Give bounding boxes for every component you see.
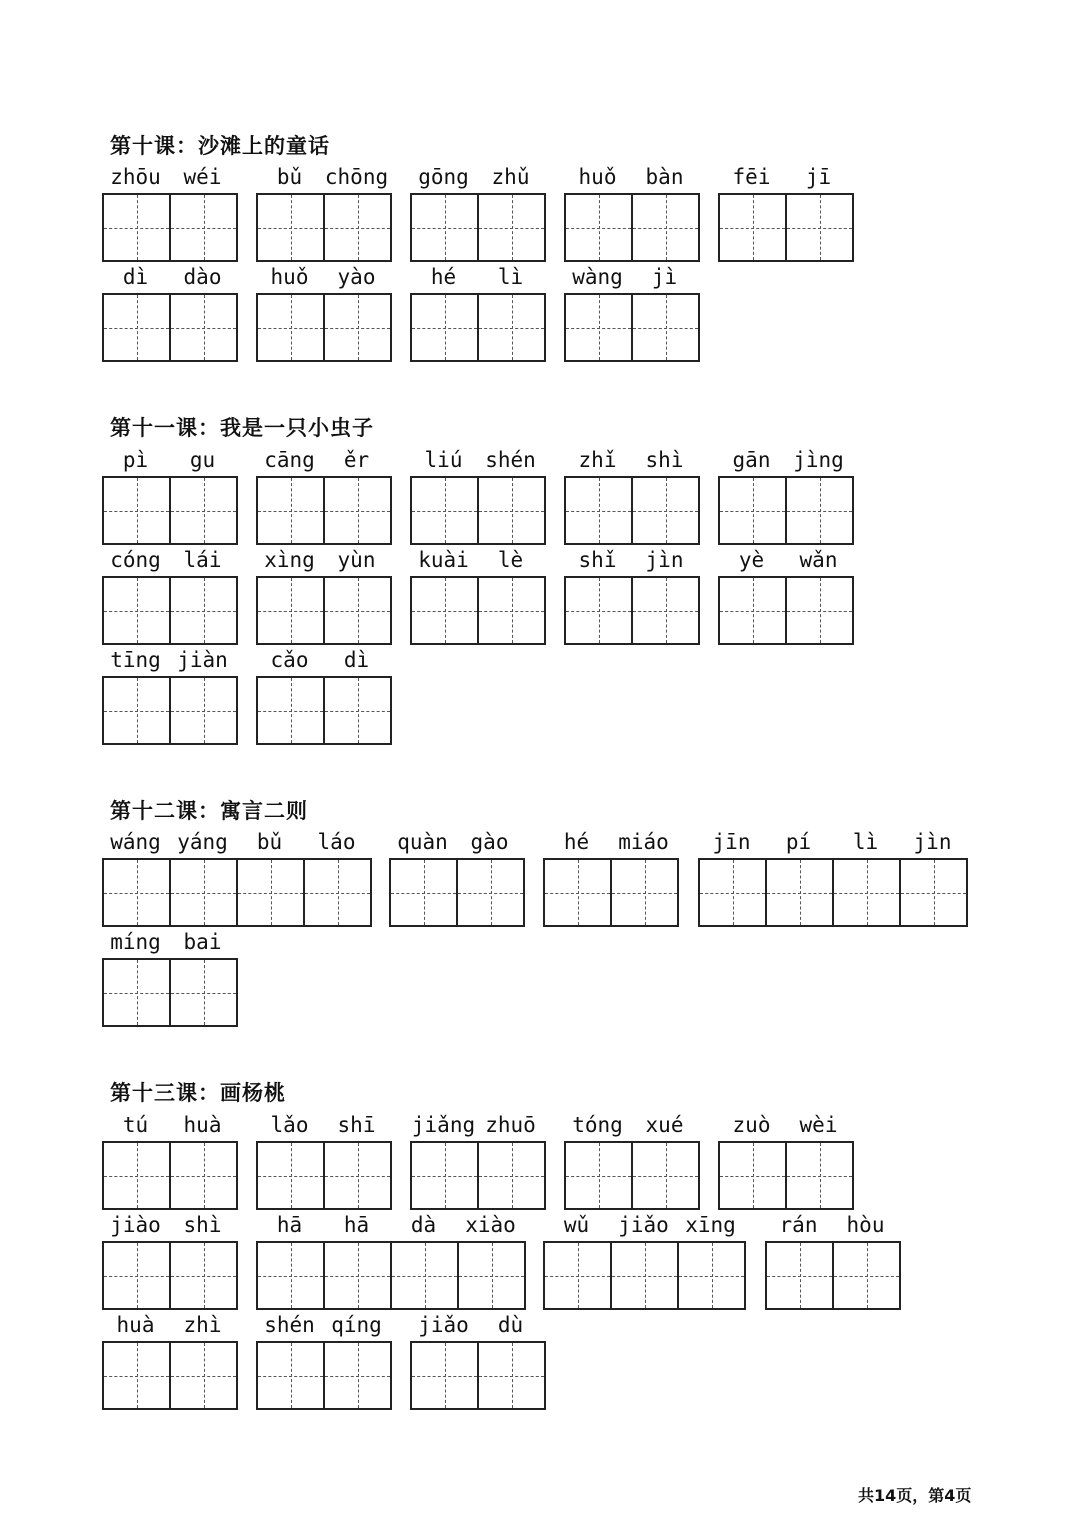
pinyin-row	[389, 827, 525, 857]
writing-cell[interactable]	[477, 295, 544, 360]
pinyin-syllable: gōng	[418, 165, 469, 189]
writing-cell[interactable]	[390, 1243, 457, 1308]
writing-cell[interactable]	[765, 860, 832, 925]
writing-cell[interactable]	[720, 1143, 785, 1208]
pinyin-row	[256, 262, 392, 292]
writing-cell[interactable]	[631, 578, 698, 643]
word-entry	[102, 927, 238, 1025]
writing-cell[interactable]	[477, 1343, 544, 1408]
word-entry	[256, 262, 392, 360]
writing-cell[interactable]	[104, 860, 169, 925]
writing-cell[interactable]	[899, 860, 966, 925]
pinyin-syllable: shǐ	[578, 548, 617, 572]
writing-cell[interactable]	[323, 1143, 390, 1208]
word-entry	[256, 545, 392, 643]
pinyin-row	[102, 927, 238, 957]
pinyin-syllable: zhì	[183, 1313, 222, 1337]
word-entry	[543, 1210, 746, 1308]
pinyin-syllable: dì	[343, 648, 370, 672]
pinyin-syllable: huà	[183, 1113, 222, 1137]
pinyin-syllable: kuài	[418, 548, 469, 572]
pinyin-syllable: lǎo	[270, 1113, 309, 1137]
word-entry	[543, 827, 679, 925]
writing-cell[interactable]	[258, 678, 323, 743]
pinyin-syllable: zuò	[732, 1113, 771, 1137]
tianzige-row	[102, 958, 238, 1027]
pinyin-syllable: tóng	[572, 1113, 623, 1137]
word-entry	[256, 645, 392, 743]
pinyin-syllable: rán	[779, 1213, 818, 1237]
pinyin-syllable: huǒ	[270, 265, 309, 289]
pinyin-syllable: cāng	[264, 448, 315, 472]
pinyin-syllable: shì	[183, 1213, 222, 1237]
pinyin-row	[718, 162, 854, 192]
writing-cell[interactable]	[566, 1143, 631, 1208]
writing-cell[interactable]	[104, 1343, 169, 1408]
word-entry	[410, 445, 546, 543]
word-entry	[765, 1210, 901, 1308]
tianzige-row	[410, 576, 546, 645]
writing-cell[interactable]	[566, 478, 631, 543]
writing-cell[interactable]	[412, 578, 477, 643]
writing-cell[interactable]	[610, 860, 677, 925]
pinyin-row	[564, 545, 700, 575]
writing-cell[interactable]	[477, 1143, 544, 1208]
pinyin-syllable: hé	[563, 830, 590, 854]
word-entry	[102, 645, 238, 743]
writing-cell[interactable]	[169, 1343, 236, 1408]
tianzige-row	[256, 1241, 526, 1310]
pinyin-syllable: pí	[785, 830, 812, 854]
tianzige-row	[256, 476, 392, 545]
writing-cell[interactable]	[720, 478, 785, 543]
writing-cell[interactable]	[104, 678, 169, 743]
pinyin-row	[256, 645, 392, 675]
tianzige-row	[564, 476, 700, 545]
pinyin-row	[256, 1110, 392, 1140]
writing-cell[interactable]	[258, 1243, 323, 1308]
pinyin-syllable: xué	[645, 1113, 684, 1137]
pinyin-row	[102, 545, 238, 575]
tianzige-row	[718, 193, 854, 262]
writing-cell[interactable]	[169, 478, 236, 543]
pinyin-syllable: yè	[738, 548, 765, 572]
page-number: 共14页，第4页	[858, 1486, 972, 1505]
pinyin-syllable: shī	[337, 1113, 376, 1137]
tianzige-row	[102, 476, 238, 545]
pinyin-syllable: míng	[110, 930, 161, 954]
pinyin-syllable: zhuō	[485, 1113, 536, 1137]
writing-cell[interactable]	[631, 295, 698, 360]
pinyin-syllable: wàng	[572, 265, 623, 289]
word-entry	[410, 1110, 546, 1208]
word-entry	[102, 545, 238, 643]
word-entry	[256, 445, 392, 543]
pinyin-syllable: bǔ	[276, 165, 303, 189]
tianzige-row	[410, 293, 546, 362]
word-entry	[410, 1310, 546, 1408]
lesson-12-title: 第十二课：寓言二则	[110, 799, 308, 823]
pinyin-syllable: xīng	[685, 1213, 736, 1237]
tianzige-row	[256, 193, 392, 262]
pinyin-row	[410, 262, 546, 292]
pinyin-syllable: pì	[122, 448, 149, 472]
pinyin-syllable: hé	[430, 265, 457, 289]
writing-cell[interactable]	[457, 1243, 524, 1308]
tianzige-row	[564, 1141, 700, 1210]
pinyin-syllable: yùn	[337, 548, 376, 572]
writing-cell[interactable]	[545, 1243, 610, 1308]
writing-cell[interactable]	[566, 295, 631, 360]
pinyin-syllable: wèi	[799, 1113, 838, 1137]
word-entry	[102, 827, 372, 925]
tianzige-row	[718, 1141, 854, 1210]
writing-cell[interactable]	[169, 195, 236, 260]
tianzige-row	[718, 576, 854, 645]
tianzige-row	[410, 193, 546, 262]
word-entry	[718, 162, 854, 260]
word-entry	[102, 1110, 238, 1208]
pinyin-row	[410, 1110, 546, 1140]
pinyin-syllable: dì	[122, 265, 149, 289]
pinyin-syllable: xìng	[264, 548, 315, 572]
pinyin-row	[256, 445, 392, 475]
writing-cell[interactable]	[104, 1243, 169, 1308]
pinyin-syllable: jiǎo	[418, 1313, 469, 1337]
writing-cell[interactable]	[323, 1343, 390, 1408]
pinyin-row	[410, 162, 546, 192]
writing-cell[interactable]	[631, 195, 698, 260]
pinyin-syllable: jì	[651, 265, 678, 289]
writing-cell[interactable]	[477, 578, 544, 643]
pinyin-syllable: quàn	[397, 830, 448, 854]
word-entry	[718, 1110, 854, 1208]
pinyin-syllable: gu	[189, 448, 216, 472]
writing-cell[interactable]	[566, 578, 631, 643]
tianzige-row	[102, 858, 372, 927]
writing-cell[interactable]	[391, 860, 456, 925]
pinyin-syllable: cóng	[110, 548, 161, 572]
word-entry	[564, 545, 700, 643]
pinyin-row	[564, 162, 700, 192]
pinyin-syllable: dà	[410, 1213, 437, 1237]
writing-cell[interactable]	[169, 860, 236, 925]
writing-cell[interactable]	[677, 1243, 744, 1308]
pinyin-syllable: jiàn	[177, 648, 228, 672]
tianzige-row	[389, 858, 525, 927]
word-entry	[564, 262, 700, 360]
writing-cell[interactable]	[169, 1243, 236, 1308]
pinyin-syllable: wáng	[110, 830, 161, 854]
pinyin-syllable: wǎn	[799, 548, 838, 572]
pinyin-syllable: zhōu	[110, 165, 161, 189]
pinyin-syllable: hā	[276, 1213, 303, 1237]
writing-cell[interactable]	[258, 478, 323, 543]
writing-cell[interactable]	[412, 1343, 477, 1408]
writing-cell[interactable]	[477, 195, 544, 260]
writing-cell[interactable]	[832, 860, 899, 925]
word-entry	[102, 1310, 238, 1408]
writing-cell[interactable]	[412, 295, 477, 360]
pinyin-row	[543, 827, 679, 857]
pinyin-syllable: tú	[122, 1113, 149, 1137]
pinyin-syllable: dào	[183, 265, 222, 289]
tianzige-row	[256, 1341, 392, 1410]
pinyin-row	[698, 827, 968, 857]
tianzige-row	[564, 193, 700, 262]
tianzige-row	[410, 1341, 546, 1410]
writing-cell[interactable]	[169, 295, 236, 360]
pinyin-syllable: yào	[337, 265, 376, 289]
pinyin-syllable: yáng	[177, 830, 228, 854]
pinyin-row	[564, 262, 700, 292]
pinyin-row	[102, 445, 238, 475]
pinyin-row	[564, 445, 700, 475]
pinyin-syllable: shén	[485, 448, 536, 472]
writing-cell[interactable]	[258, 195, 323, 260]
pinyin-syllable: zhǔ	[491, 165, 530, 189]
pinyin-row	[256, 1210, 526, 1240]
pinyin-row	[543, 1210, 746, 1240]
word-entry	[256, 162, 392, 260]
writing-cell[interactable]	[412, 1143, 477, 1208]
writing-cell[interactable]	[169, 578, 236, 643]
writing-cell[interactable]	[303, 860, 370, 925]
pinyin-row	[102, 645, 238, 675]
tianzige-row	[698, 858, 968, 927]
pinyin-row	[410, 545, 546, 575]
pinyin-syllable: lái	[183, 548, 222, 572]
lesson-11-title: 第十一课：我是一只小虫子	[110, 416, 374, 440]
tianzige-row	[256, 293, 392, 362]
writing-cell[interactable]	[477, 478, 544, 543]
pinyin-row	[564, 1110, 700, 1140]
tianzige-row	[102, 576, 238, 645]
pinyin-syllable: hòu	[846, 1213, 885, 1237]
pinyin-row	[410, 1310, 546, 1340]
pinyin-syllable: xiào	[465, 1213, 516, 1237]
writing-cell[interactable]	[323, 678, 390, 743]
pinyin-syllable: bǔ	[256, 830, 283, 854]
pinyin-syllable: jìn	[913, 830, 952, 854]
writing-cell[interactable]	[258, 295, 323, 360]
tianzige-row	[256, 576, 392, 645]
pinyin-syllable: fēi	[732, 165, 771, 189]
writing-cell[interactable]	[104, 195, 169, 260]
pinyin-syllable: jiǎng	[411, 1113, 476, 1137]
pinyin-row	[718, 545, 854, 575]
pinyin-syllable: shì	[645, 448, 684, 472]
writing-cell[interactable]	[169, 960, 236, 1025]
writing-cell[interactable]	[104, 1143, 169, 1208]
word-entry	[564, 1110, 700, 1208]
pinyin-row	[718, 445, 854, 475]
pinyin-syllable: lè	[497, 548, 524, 572]
pinyin-row	[256, 1310, 392, 1340]
pinyin-row	[102, 262, 238, 292]
tianzige-row	[410, 1141, 546, 1210]
writing-cell[interactable]	[323, 295, 390, 360]
pinyin-syllable: shén	[264, 1313, 315, 1337]
pinyin-row	[102, 1210, 238, 1240]
pinyin-row	[102, 1310, 238, 1340]
writing-cell[interactable]	[785, 195, 852, 260]
writing-cell[interactable]	[767, 1243, 832, 1308]
tianzige-row	[102, 1141, 238, 1210]
pinyin-syllable: miáo	[618, 830, 669, 854]
lesson-13-title: 第十三课：画杨桃	[110, 1081, 286, 1105]
writing-cell[interactable]	[323, 1243, 390, 1308]
tianzige-row	[543, 1241, 746, 1310]
writing-cell[interactable]	[631, 478, 698, 543]
pinyin-row	[410, 445, 546, 475]
writing-cell[interactable]	[104, 960, 169, 1025]
pinyin-syllable: cǎo	[270, 648, 309, 672]
word-entry	[256, 1210, 526, 1308]
pinyin-syllable: tīng	[110, 648, 161, 672]
writing-cell[interactable]	[832, 1243, 899, 1308]
writing-cell[interactable]	[323, 578, 390, 643]
word-entry	[102, 445, 238, 543]
writing-cell[interactable]	[104, 578, 169, 643]
writing-cell[interactable]	[258, 578, 323, 643]
pinyin-row	[256, 545, 392, 575]
writing-cell[interactable]	[236, 860, 303, 925]
writing-cell[interactable]	[720, 195, 785, 260]
pinyin-row	[256, 162, 392, 192]
word-entry	[102, 1210, 238, 1308]
tianzige-row	[564, 293, 700, 362]
writing-cell[interactable]	[700, 860, 765, 925]
pinyin-row	[765, 1210, 901, 1240]
pinyin-syllable: jiào	[110, 1213, 161, 1237]
word-entry	[389, 827, 525, 925]
tianzige-row	[718, 476, 854, 545]
writing-cell[interactable]	[323, 478, 390, 543]
pinyin-row	[102, 162, 238, 192]
tianzige-row	[543, 858, 679, 927]
pinyin-syllable: qíng	[331, 1313, 382, 1337]
writing-cell[interactable]	[785, 1143, 852, 1208]
writing-cell[interactable]	[104, 478, 169, 543]
writing-cell[interactable]	[169, 1143, 236, 1208]
pinyin-syllable: dù	[497, 1313, 524, 1337]
writing-cell[interactable]	[258, 1143, 323, 1208]
pinyin-syllable: chōng	[324, 165, 389, 189]
tianzige-row	[256, 676, 392, 745]
writing-cell[interactable]	[545, 860, 610, 925]
pinyin-syllable: huǒ	[578, 165, 617, 189]
pinyin-syllable: ěr	[343, 448, 370, 472]
word-entry	[410, 545, 546, 643]
word-entry	[410, 162, 546, 260]
writing-cell[interactable]	[412, 478, 477, 543]
tianzige-row	[102, 676, 238, 745]
writing-cell[interactable]	[323, 195, 390, 260]
writing-cell[interactable]	[412, 195, 477, 260]
tianzige-row	[256, 1141, 392, 1210]
pinyin-syllable: jīn	[712, 830, 751, 854]
word-entry	[564, 162, 700, 260]
pinyin-syllable: jìn	[645, 548, 684, 572]
pinyin-syllable: liú	[424, 448, 463, 472]
pinyin-syllable: jiǎo	[618, 1213, 669, 1237]
word-entry	[102, 262, 238, 360]
writing-cell[interactable]	[169, 678, 236, 743]
pinyin-syllable: wǔ	[563, 1213, 590, 1237]
pinyin-syllable: huà	[116, 1313, 155, 1337]
pinyin-syllable: láo	[317, 830, 356, 854]
tianzige-row	[410, 476, 546, 545]
writing-cell[interactable]	[785, 578, 852, 643]
word-entry	[718, 545, 854, 643]
pinyin-syllable: bai	[183, 930, 222, 954]
pinyin-syllable: jìng	[793, 448, 844, 472]
pinyin-syllable: hā	[343, 1213, 370, 1237]
tianzige-row	[102, 293, 238, 362]
word-entry	[256, 1310, 392, 1408]
word-entry	[256, 1110, 392, 1208]
pinyin-syllable: bàn	[645, 165, 684, 189]
writing-cell[interactable]	[456, 860, 523, 925]
tianzige-row	[102, 1241, 238, 1310]
writing-cell[interactable]	[566, 195, 631, 260]
word-entry	[410, 262, 546, 360]
tianzige-row	[102, 193, 238, 262]
word-entry	[564, 445, 700, 543]
word-entry	[718, 445, 854, 543]
pinyin-row	[718, 1110, 854, 1140]
lesson-10-title: 第十课：沙滩上的童话	[110, 134, 330, 158]
pinyin-syllable: gào	[470, 830, 509, 854]
writing-cell[interactable]	[785, 478, 852, 543]
pinyin-row	[102, 1110, 238, 1140]
pinyin-syllable: zhǐ	[578, 448, 617, 472]
pinyin-row	[102, 827, 372, 857]
pinyin-syllable: gān	[732, 448, 771, 472]
word-entry	[102, 162, 238, 260]
writing-cell[interactable]	[631, 1143, 698, 1208]
tianzige-row	[102, 1341, 238, 1410]
writing-cell[interactable]	[104, 295, 169, 360]
writing-cell[interactable]	[610, 1243, 677, 1308]
tianzige-row	[765, 1241, 901, 1310]
tianzige-row	[564, 576, 700, 645]
writing-cell[interactable]	[258, 1343, 323, 1408]
pinyin-syllable: lì	[497, 265, 524, 289]
pinyin-syllable: lì	[852, 830, 879, 854]
pinyin-syllable: jī	[805, 165, 832, 189]
pinyin-syllable: wéi	[183, 165, 222, 189]
writing-cell[interactable]	[720, 578, 785, 643]
word-entry	[698, 827, 968, 925]
